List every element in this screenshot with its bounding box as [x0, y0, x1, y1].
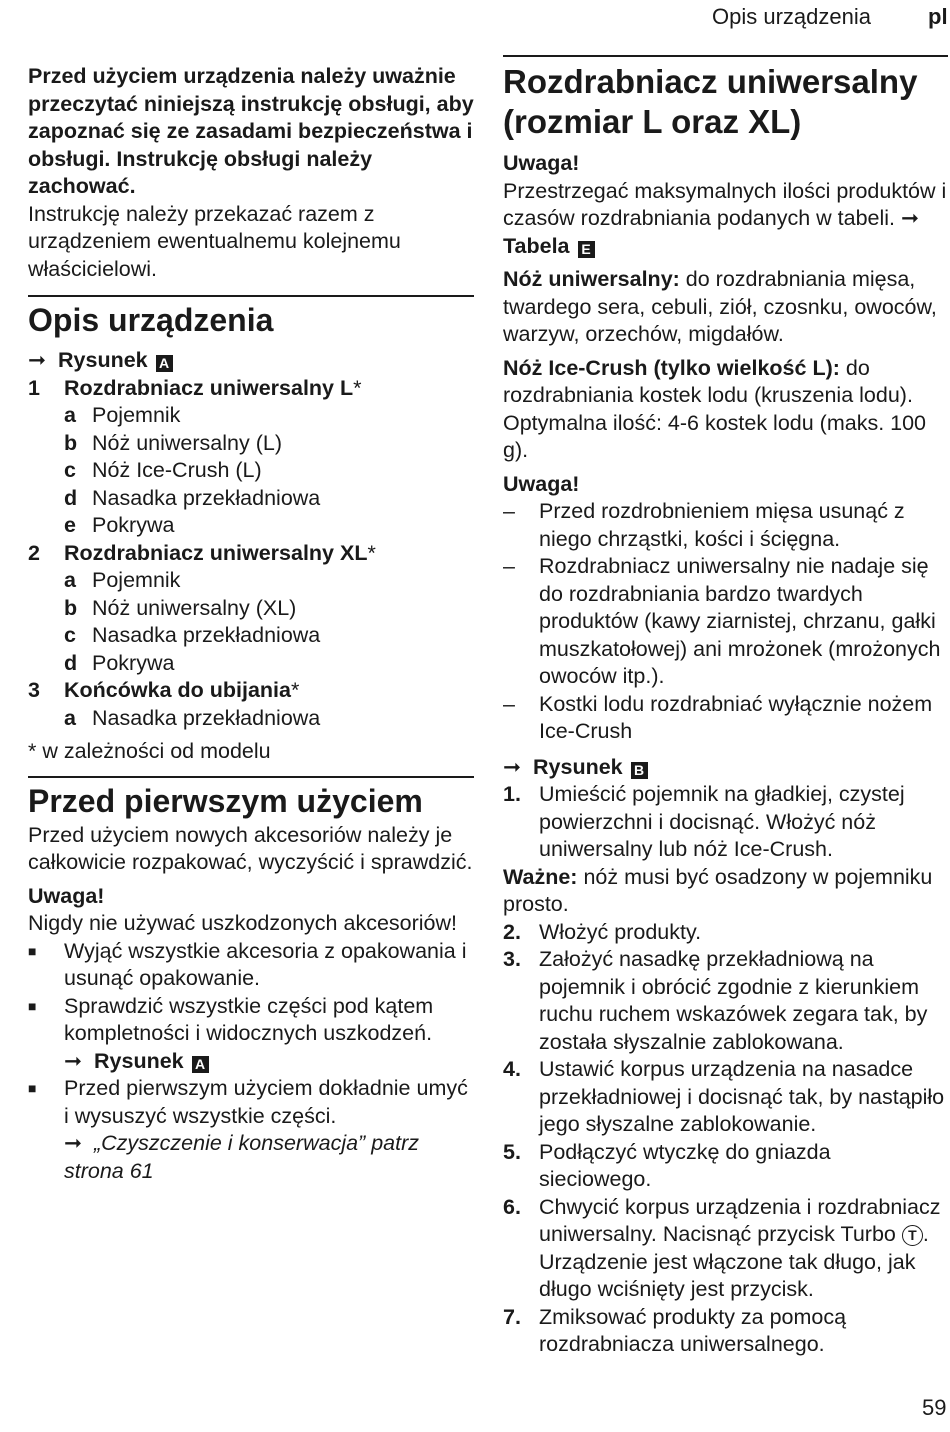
note-title: Uwaga!	[503, 151, 580, 175]
step-item	[503, 781, 948, 864]
arrow-right-icon: ➞	[64, 1131, 83, 1155]
first-use-intro: Przed użyciem nowych akcesoriów należy je całkowicie rozpakować, wyczyścić i sprawdzić.	[28, 822, 473, 874]
step-text: Umieścić pojemnik na gładkiej, czystej powierzchni i docisnąć. Włożyć nóż uniwersalny lub nóż Ice-Crush.	[539, 782, 905, 861]
part-number: 3	[28, 678, 40, 702]
dash-text: Kostki lodu rozdrabniać wyłącznie nożem Ice-Crush	[539, 691, 933, 743]
bullet-square-icon: ■	[28, 1080, 37, 1096]
sub-letter: b	[64, 430, 78, 455]
running-header-language: pl	[928, 4, 948, 29]
ice-knife-label: Nóż Ice-Crush (tylko wielkość L):	[503, 355, 840, 380]
section-divider	[28, 776, 474, 778]
page-number: 59	[922, 1395, 947, 1420]
dash-text: Przed rozdrobnieniem mięsa usunąć z niego chrząstki, kości i ścięgna.	[539, 499, 905, 551]
note-title: Uwaga!	[503, 471, 580, 496]
right-column	[503, 55, 948, 1359]
dash-list-item	[503, 691, 948, 746]
part-title-text: Rozdrabniacz uniwersalny XL	[64, 540, 368, 565]
step-number: 7.	[503, 1304, 521, 1329]
step-item	[503, 1194, 948, 1304]
sub-text: Pojemnik	[92, 568, 181, 592]
important-label: Ważne:	[503, 864, 578, 889]
section-divider	[503, 55, 948, 57]
sub-letter: b	[64, 595, 78, 620]
bullet-square-icon: ■	[28, 997, 37, 1014]
asterisk-mark: *	[290, 678, 300, 702]
bullet-text	[64, 1075, 474, 1185]
parts-sublist-item	[28, 622, 474, 650]
parts-list-item	[28, 677, 474, 705]
bullet-item	[28, 1075, 474, 1185]
bullet-text-main: Sprawdzić wszystkie części pod kątem kompletności i widocznych uszkodzeń.	[64, 993, 434, 1045]
sub-text: Nóż uniwersalny (L)	[92, 430, 282, 455]
step-item	[503, 946, 948, 1056]
step-text: Podłączyć wtyczkę do gniazda sieciowego.	[539, 1139, 831, 1191]
arrow-right-icon: ➞	[28, 348, 47, 372]
step-number: 4.	[503, 1057, 521, 1081]
parts-list	[28, 375, 474, 733]
step-text-part: . Urządzenie jest włączone tak długo, jak długo wciśnięty jest przycisk.	[539, 1222, 929, 1301]
bullet-item	[28, 938, 474, 993]
step-number: 2.	[503, 919, 521, 944]
dash-mark: –	[503, 691, 515, 716]
ice-knife-paragraph	[503, 355, 948, 465]
sub-letter: d	[64, 650, 78, 675]
figure-badge-icon: A	[156, 355, 173, 372]
sub-letter: a	[64, 568, 76, 592]
parts-sublist-item	[28, 457, 474, 485]
parts-sublist-item	[28, 567, 474, 595]
part-number: 2	[28, 540, 40, 565]
part-title	[64, 540, 376, 568]
figure-reference-label: Rysunek	[94, 1048, 184, 1073]
sub-text: Nasadka przekładniowa	[92, 485, 321, 510]
bullet-text-main: Przed pierwszym użyciem dokładnie umyć i wysuszyć wszystkie części.	[64, 1076, 468, 1128]
asterisk-mark: *	[353, 375, 362, 400]
table-badge-icon: E	[578, 241, 595, 258]
dash-text: Rozdrabniacz uniwersalny nie nadaje się do rozdrabniania bardzo twardych produktów (kawy ziarnistej, chrzanu, gałki muszkatołowej) ani mrożonek (mrożonych owoców itp.).	[539, 554, 941, 688]
step-text: Zmiksować produkty za pomocą rozdrabniacza uniwersalnego.	[539, 1304, 847, 1356]
parts-sublist-item	[28, 430, 474, 458]
step-item	[503, 1304, 948, 1359]
figure-badge-icon: A	[192, 1056, 209, 1073]
part-title-text: Rozdrabniacz uniwersalny L	[64, 375, 354, 400]
warning-title: Uwaga!	[28, 883, 105, 908]
step-text: Ustawić korpus urządzenia na nasadce przekładniowej i docisnąć tak, by nastąpiło jego słyszalne zablokowanie.	[539, 1057, 945, 1136]
step-item	[503, 1056, 948, 1139]
part-title	[64, 375, 362, 403]
sub-letter: d	[64, 485, 78, 510]
warning-text: Nigdy nie używać uszkodzonych akcesoriów!	[28, 911, 458, 935]
arrow-right-icon: ➞	[64, 1048, 83, 1073]
universal-knife-paragraph	[503, 266, 948, 349]
step-text: Włożyć produkty.	[539, 919, 702, 944]
dash-list	[503, 498, 948, 746]
arrow-right-icon: ➞	[503, 754, 522, 779]
parts-list-item	[28, 375, 474, 403]
universal-knife-text: do rozdrabniania mięsa, twardego sera, cebuli, ziół, czosnku, owoców, warzyw, orzechów, migdałów.	[503, 267, 937, 346]
sub-text: Pokrywa	[92, 513, 175, 537]
part-title	[64, 677, 299, 705]
bullet-text: Wyjąć wszystkie akcesoria z opakowania i usunąć opakowanie.	[64, 938, 467, 990]
sub-letter: a	[64, 705, 76, 730]
parts-sublist-item	[28, 595, 474, 623]
step-number: 5.	[503, 1139, 521, 1164]
figure-reference-b	[503, 754, 948, 782]
figure-badge-icon: B	[631, 762, 648, 779]
important-note	[503, 864, 948, 919]
universal-knife-label: Nóż uniwersalny:	[503, 267, 680, 291]
parts-sublist-item	[28, 650, 474, 678]
parts-sublist-item	[28, 485, 474, 513]
step-text-part: Chwycić korpus urządzenia i rozdrabniacz uniwersalny. Nacisnąć przycisk Turbo	[539, 1194, 941, 1246]
figure-reference-label: Rysunek	[533, 754, 623, 779]
step-number: 1.	[503, 782, 521, 806]
dash-list-item	[503, 498, 948, 553]
figure-reference-a	[28, 347, 474, 375]
sub-text: Pojemnik	[92, 403, 181, 427]
bullet-item	[28, 993, 474, 1076]
section-title-first-use: Przed pierwszym użyciem	[28, 782, 423, 819]
dash-mark: –	[503, 499, 515, 523]
parts-sublist-item	[28, 512, 474, 540]
turbo-button-icon: T	[902, 1225, 923, 1246]
left-column	[28, 63, 474, 1185]
sub-text: Nóż Ice-Crush (L)	[92, 458, 262, 482]
ice-knife-text: do rozdrabniania kostek lodu (kruszenia lodu). Optymalna ilość: 4-6 kostek lodu (maks. 100 g).	[503, 355, 927, 462]
parts-sublist-item	[28, 402, 474, 430]
step-item	[503, 919, 948, 947]
important-text: nóż musi być osadzony w pojemniku prosto.	[503, 864, 933, 916]
intro-bold-paragraph: Przed użyciem urządzenia należy uważnie przeczytać niniejszą instrukcję obsługi, aby zapoznać się ze zasadami bezpieczeństwa i obsługi. Instrukcję obsługi należy zachować.	[28, 64, 474, 198]
sub-letter: c	[64, 623, 76, 647]
dash-list-item	[503, 553, 948, 691]
figure-reference-label: Rysunek	[58, 348, 148, 372]
sub-text: Nasadka przekładniowa	[92, 623, 321, 647]
running-header-section: Opis urządzenia	[712, 4, 871, 29]
sub-letter: a	[64, 403, 76, 427]
sub-text: Nasadka przekładniowa	[92, 705, 321, 730]
parts-sublist-item	[28, 705, 474, 733]
bullet-square-icon: ■	[28, 942, 37, 959]
parts-list-item	[28, 540, 474, 568]
part-number: 1	[28, 375, 40, 400]
sub-text: Pokrywa	[92, 650, 175, 675]
note-text-main: Przestrzegać maksymalnych ilości produktów i czasów rozdrabniania podanych w tabeli.	[503, 178, 947, 230]
section-title-chopper: Rozdrabniacz uniwersalny (rozmiar L oraz XL)	[503, 63, 918, 140]
sub-letter: c	[64, 458, 76, 482]
footnote: * w zależności od modelu	[28, 739, 271, 763]
note-text	[503, 178, 948, 261]
steps-list	[503, 919, 948, 1194]
asterisk-mark: *	[367, 540, 376, 565]
arrow-right-icon: ➞	[901, 206, 920, 230]
bullet-text	[64, 993, 474, 1076]
step-number: 6.	[503, 1194, 521, 1219]
intro-plain-paragraph: Instrukcję należy przekazać razem z urządzeniem ewentualnemu kolejnemu właścicielowi.	[28, 201, 401, 281]
step-number: 3.	[503, 947, 521, 971]
step-text	[539, 1194, 948, 1304]
dash-mark: –	[503, 554, 515, 578]
sub-letter: e	[64, 513, 76, 537]
sub-text: Nóż uniwersalny (XL)	[92, 595, 297, 620]
section-title-opis: Opis urządzenia	[28, 302, 274, 338]
step-text: Założyć nasadkę przekładniową na pojemnik i obrócić zgodnie z kierunkiem ruchu ruchem wskazówek zegara tak, by została słyszalnie zablokowana.	[539, 947, 928, 1054]
table-reference-label: Tabela	[503, 233, 570, 258]
cross-reference-link[interactable]: „Czyszczenie i konserwacja” patrz strona 61	[64, 1131, 419, 1183]
section-divider	[28, 295, 474, 297]
part-title-text: Końcówka do ubijania	[64, 678, 291, 702]
step-item	[503, 1139, 948, 1194]
